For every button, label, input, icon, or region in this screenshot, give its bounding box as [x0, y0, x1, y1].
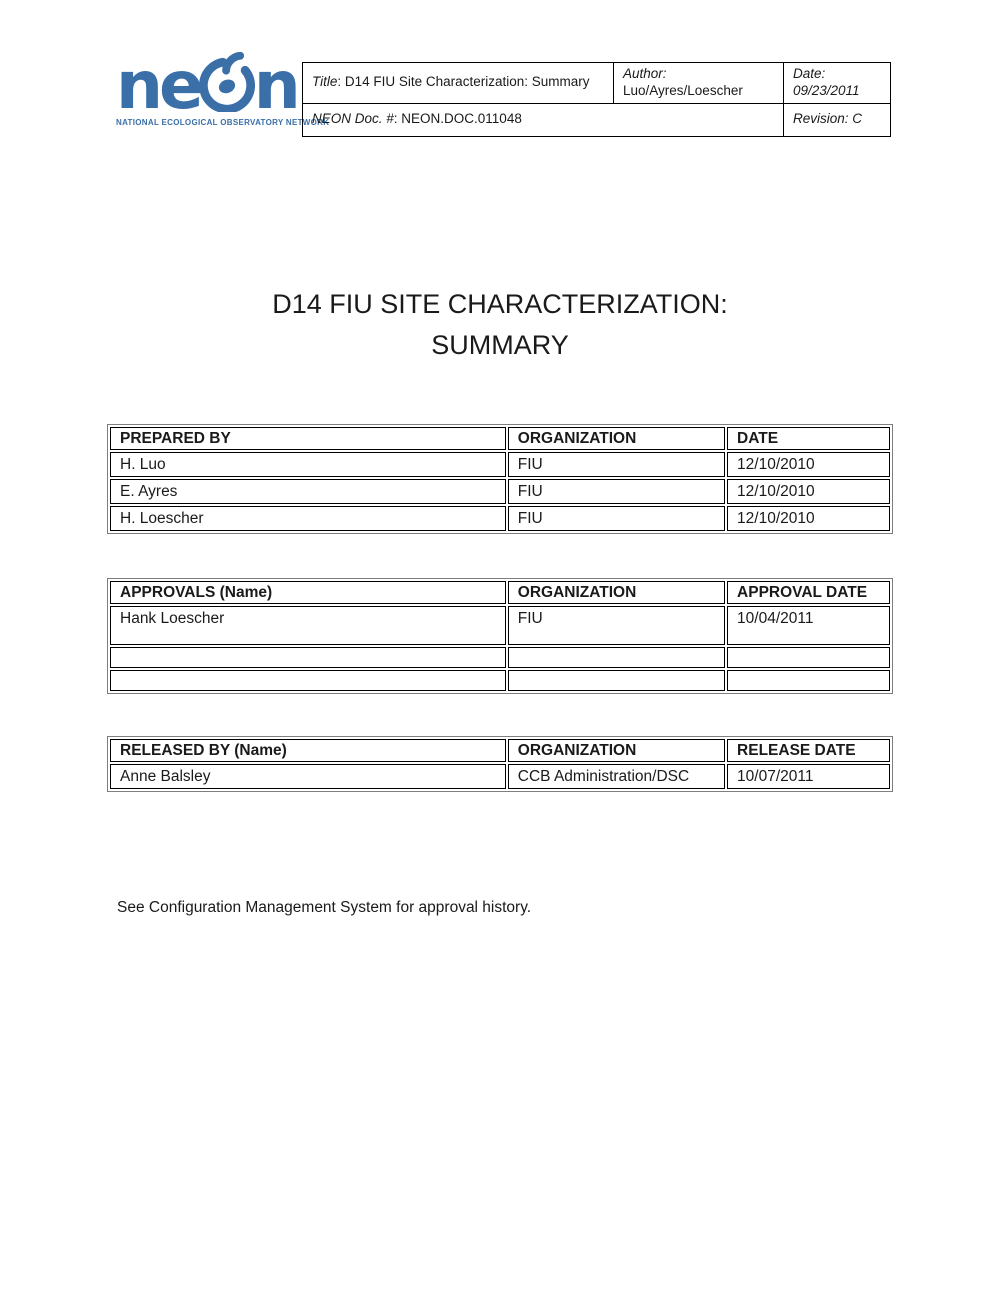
table-cell: 12/10/2010: [727, 506, 890, 531]
table-row: [110, 647, 890, 668]
table-cell: H. Loescher: [110, 506, 506, 531]
date-label: Date:: [793, 66, 826, 81]
table-cell: [727, 670, 890, 691]
table-cell: 12/10/2010: [727, 479, 890, 504]
table-cell: FIU: [508, 606, 725, 645]
table-header-cell: PREPARED BY: [110, 427, 506, 450]
table-header-row: [110, 581, 890, 604]
table-cell: FIU: [508, 506, 725, 531]
header-row-1: [303, 63, 891, 104]
table-cell: FIU: [508, 479, 725, 504]
doc-date-cell: [784, 63, 891, 104]
table-header-cell: RELEASED BY (Name): [110, 739, 506, 762]
prepared-by-table: [107, 424, 893, 534]
table-header-cell: RELEASE DATE: [727, 739, 890, 762]
title-value: : D14 FIU Site Characterization: Summary: [337, 74, 590, 90]
revision-value: Revision: C: [793, 111, 863, 127]
table-cell: Hank Loescher: [110, 606, 506, 645]
table-header-cell: ORGANIZATION: [508, 427, 725, 450]
table-header-row: [110, 739, 890, 762]
doc-revision-cell: [784, 103, 891, 136]
date-value: 09/23/2011: [793, 82, 860, 98]
table-row: [110, 606, 890, 645]
doc-number-cell: [303, 103, 784, 136]
table-cell: [110, 670, 506, 691]
title-label: Title: [312, 74, 338, 90]
table-row: [110, 506, 890, 531]
doc-number-value: : NEON.DOC.011048: [393, 111, 522, 127]
table-cell: 12/10/2010: [727, 452, 890, 477]
doc-title-cell: [303, 63, 614, 104]
author-value: Luo/Ayres/Loescher: [623, 82, 743, 98]
page-title-line2: SUMMARY: [431, 330, 569, 360]
neon-swirl-icon: [199, 52, 255, 112]
table-cell: CCB Administration/DSC: [508, 764, 725, 789]
released-by-table: [107, 736, 893, 792]
neon-logo-tagline: NATIONAL ECOLOGICAL OBSERVATORY NETWORK: [116, 118, 330, 127]
table-cell: [508, 647, 725, 668]
table-cell: H. Luo: [110, 452, 506, 477]
neon-logo-letter-n: n: [253, 46, 297, 124]
table-header-row: [110, 427, 890, 450]
table-header-cell: APPROVALS (Name): [110, 581, 506, 604]
approval-history-note: See Configuration Management System for approval history.: [117, 899, 532, 916]
table-header-cell: ORGANIZATION: [508, 581, 725, 604]
table-row: [110, 764, 890, 789]
page-title: [0, 284, 1000, 366]
approvals-table: [107, 578, 893, 694]
table-cell: [727, 647, 890, 668]
header-row-2: [303, 103, 891, 136]
table-row: [110, 452, 890, 477]
table-cell: 10/04/2011: [727, 606, 890, 645]
table-header-cell: ORGANIZATION: [508, 739, 725, 762]
table-cell: [110, 647, 506, 668]
table-cell: [508, 670, 725, 691]
table-header-cell: APPROVAL DATE: [727, 581, 890, 604]
table-cell: FIU: [508, 452, 725, 477]
table-cell: E. Ayres: [110, 479, 506, 504]
neon-logo-letters-ne: ne: [116, 46, 200, 124]
table-cell: 10/07/2011: [727, 764, 890, 789]
table-row: [110, 670, 890, 691]
page-title-line1: D14 FIU SITE CHARACTERIZATION:: [272, 289, 728, 319]
doc-author-cell: [614, 63, 784, 104]
table-cell: Anne Balsley: [110, 764, 506, 789]
document-header-table: [302, 62, 891, 137]
author-label: Author:: [623, 66, 667, 81]
table-header-cell: DATE: [727, 427, 890, 450]
doc-number-label: NEON Doc. #: [312, 111, 394, 127]
table-row: [110, 479, 890, 504]
